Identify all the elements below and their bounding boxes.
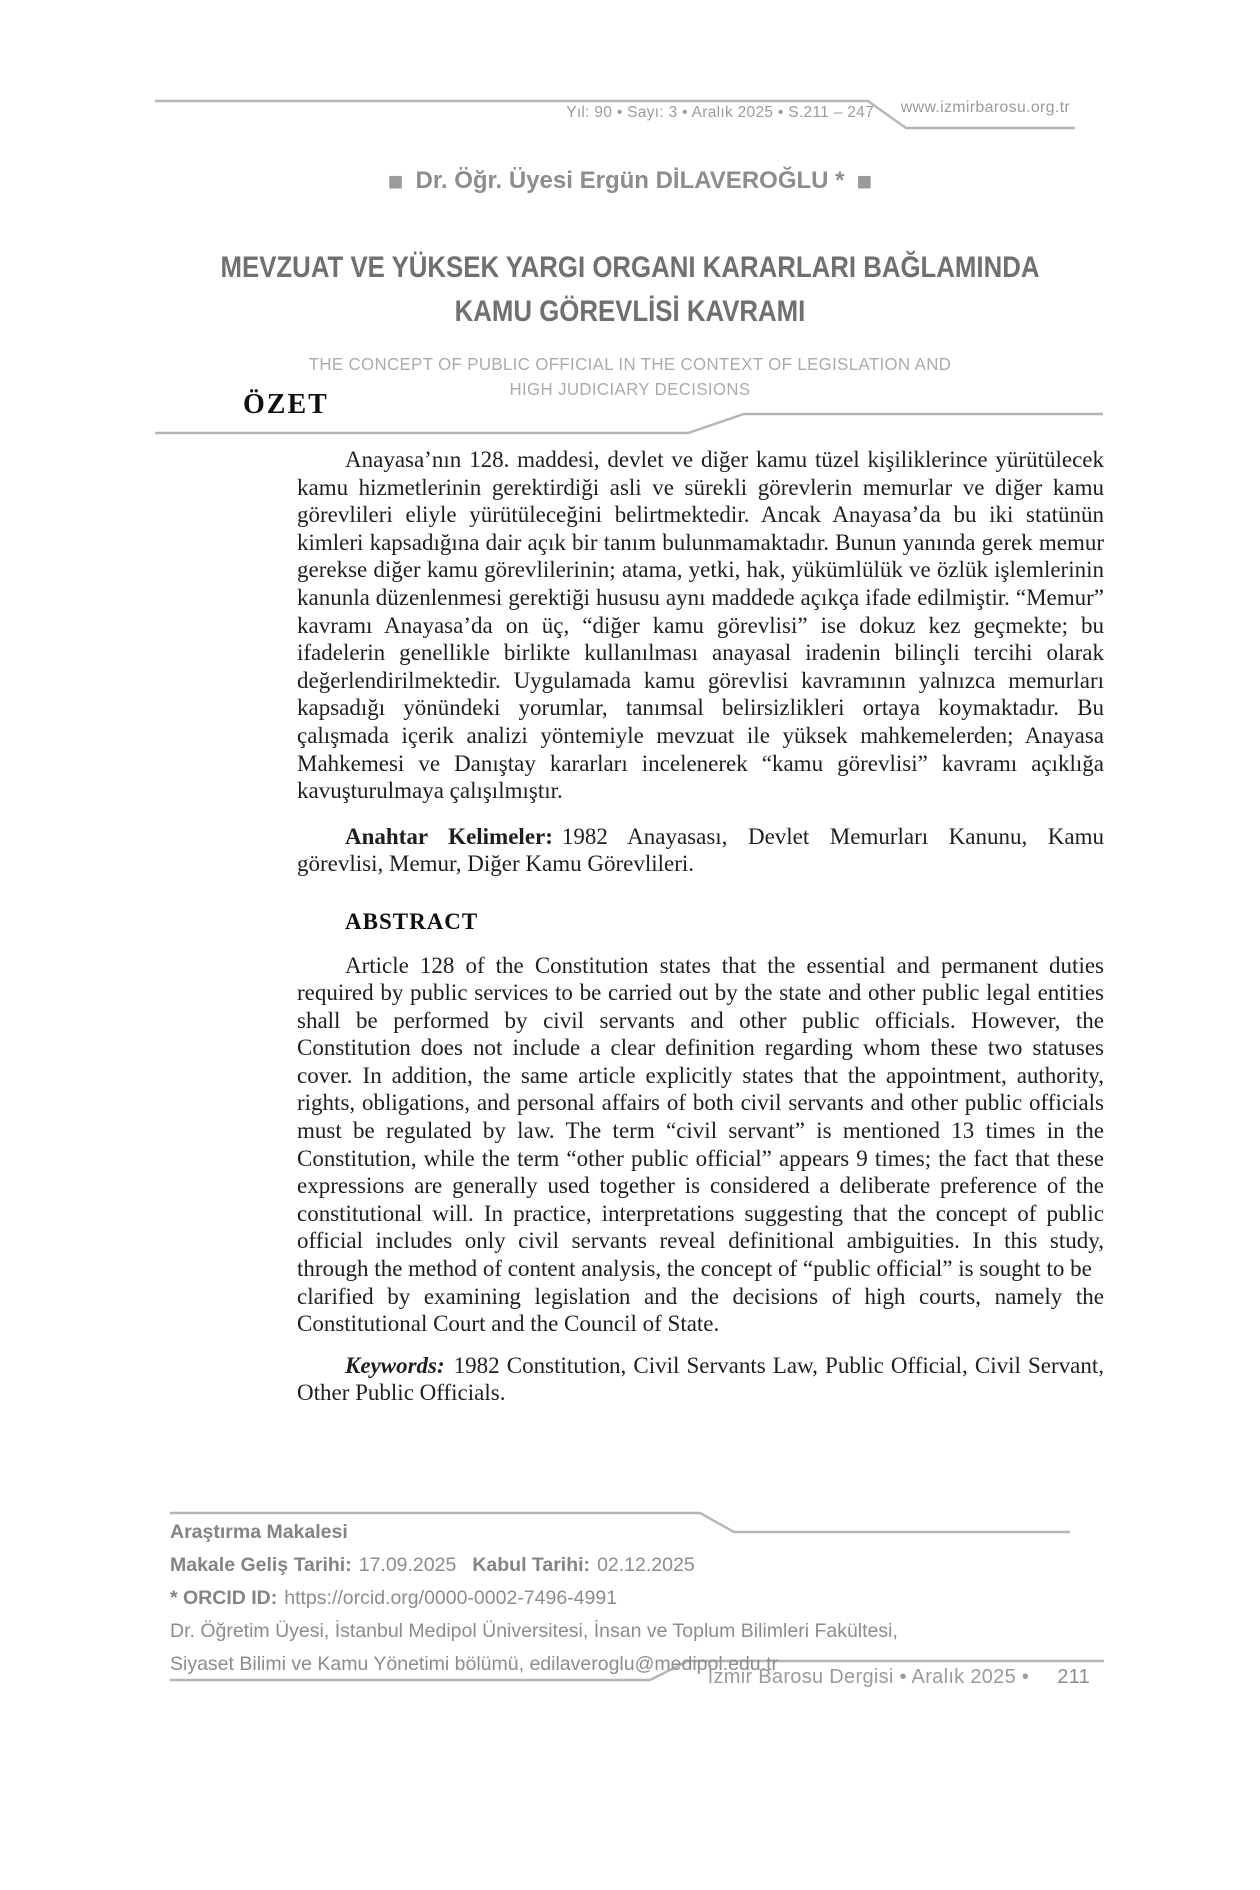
accepted-date: 02.12.2025 [597, 1554, 695, 1576]
journal-website-link[interactable]: www.izmirbarosu.org.tr [900, 99, 1070, 116]
orcid-url-link[interactable]: https://orcid.org/0000-0002-7496-4991 [284, 1587, 618, 1609]
keywords-paragraph [297, 1352, 1104, 1407]
article-title [0, 246, 1260, 334]
abstract-heading: ABSTRACT [345, 908, 479, 934]
abstract-paragraph [297, 952, 1104, 1338]
received-date-label: Makale Geliş Tarihi: [170, 1554, 352, 1576]
page-number: 211 [1057, 1666, 1090, 1688]
abstract-text-part1: Article 128 of the Constitution states that the essential and permanent duties required by public services to be carried out by the state and other public legal entities shall be performed by civil servants and other public officials. However, the Constitution does not include a clear definition regarding whom these two statuses cover. In addition, the same article explicitly states that the appointment, authority, rights, obligations, and personal affairs of both civil servants and other public officials must be regulated by law. The term “civil servant” is mentioned 13 times in the Constitution, while the term “other public official” appears 9 times; the fact that these expressions are generally used together is considered a deliberate preference of the constitutional will. In practice, interpretations suggesting that the concept of public official includes only civil servants reveal definitional ambiguities. In this study, through the method of content analysis, the concept of “public official” is sought to be [297, 952, 1104, 1282]
article-body-column [297, 446, 1104, 1407]
title-line-2: KAMU GÖREVLİSİ KAVRAMI [454, 295, 806, 328]
article-subtitle-english [0, 352, 1260, 402]
anahtar-kelimeler-text: 1982 Anayasası, Devlet Memurları Kanunu, Kamu görevlisi, Memur, Diğer Kamu Görevlileri. [297, 823, 1104, 877]
anahtar-kelimeler-label: Anahtar Kelimeler: [345, 823, 553, 849]
dates-line [170, 1549, 1110, 1582]
author-name: Dr. Öğr. Üyesi Ergün DİLAVEROĞLU * [415, 167, 845, 194]
affiliation-line-2: Siyaset Bilimi ve Kamu Yönetimi bölümü, edilaveroglu@medipol.edu.tr [170, 1653, 778, 1675]
keywords-label: Keywords: [345, 1352, 445, 1378]
received-date: 17.09.2025 [358, 1554, 457, 1576]
square-marker-left-icon: ■ [387, 166, 404, 196]
keywords-text: 1982 Constitution, Civil Servants Law, Public Official, Civil Servant, Other Public Officials. [297, 1352, 1104, 1406]
subtitle-line-2: HIGH JUDICIARY DECISIONS [509, 379, 751, 399]
journal-name-issue: İzmir Barosu Dergisi • Aralık 2025 • [707, 1666, 1030, 1688]
square-marker-right-icon: ■ [856, 166, 873, 196]
orcid-line [170, 1582, 1110, 1615]
accepted-date-label: Kabul Tarihi: [472, 1554, 591, 1576]
subtitle-line-1: THE CONCEPT OF PUBLIC OFFICIAL IN THE CONTEXT OF LEGISLATION AND [308, 354, 952, 374]
title-line-1: MEVZUAT VE YÜKSEK YARGI ORGANI KARARLARI BAĞLAMINDA [220, 251, 1040, 284]
article-type: Araştırma Makalesi [170, 1521, 348, 1543]
author-line [0, 166, 1260, 197]
affiliation-line-1: Dr. Öğretim Üyesi, İstanbul Medipol Üniversitesi, İnsan ve Toplum Bilimleri Fakültesi, [170, 1620, 898, 1642]
anahtar-kelimeler-paragraph [297, 823, 1104, 878]
ozet-abstract-paragraph: Anayasa’nın 128. maddesi, devlet ve diğer kamu tüzel kişiliklerince yürütülecek kamu hizmetlerinin gerektirdiği asli ve sürekli görevlerin memurlar ve diğer kamu görevlileri eliyle yürütüleceğini belirtmektedir. Ancak Anayasa’da bu iki statünün kimleri kapsadığına dair açık bir tanım bulunmamaktadır. Bunun yanında gerek memur gerekse diğer kamu görevlilerinin; atama, yetki, hak, yükümlülük ve özlük işlemlerinin kanunla düzenlenmesi gerektiği hususu aynı maddede açıkça ifade edilmiştir. “Memur” kavramı Anayasa’da on üç, “diğer kamu görevlisi” ise dokuz kez geçmekte; bu ifadelerin genellikle birlikte kullanılması anayasal iradenin bilinçli tercihi olarak değerlendirilmektedir. Uygulamada kamu görevlisi kavramının yalnızca memurları kapsadığı yönündeki yorumlar, tanımsal belirsizlikleri ortaya koymaktadır. Bu çalışmada içerik analizi yöntemiyle mevzuat ile yüksek mahkemelerden; Anayasa Mahkemesi ve Danıştay kararları incelenerek “kamu görevlisi” kavramı açıklığa kavuşturulmaya çalışılmıştır. [297, 447, 1104, 804]
ozet-heading: ÖZET [243, 389, 329, 420]
abstract-text-part2: clarified by examining legislation and the decisions of high courts, namely the Constitutional Court and the Council of State. [297, 1283, 1104, 1337]
orcid-label: * ORCID ID: [170, 1587, 278, 1609]
issue-info: Yıl: 90 • Sayı: 3 • Aralık 2025 • S.211 – 247 [566, 104, 874, 121]
article-metadata-block [170, 1516, 1110, 1681]
journal-footer-line [708, 1666, 1090, 1689]
